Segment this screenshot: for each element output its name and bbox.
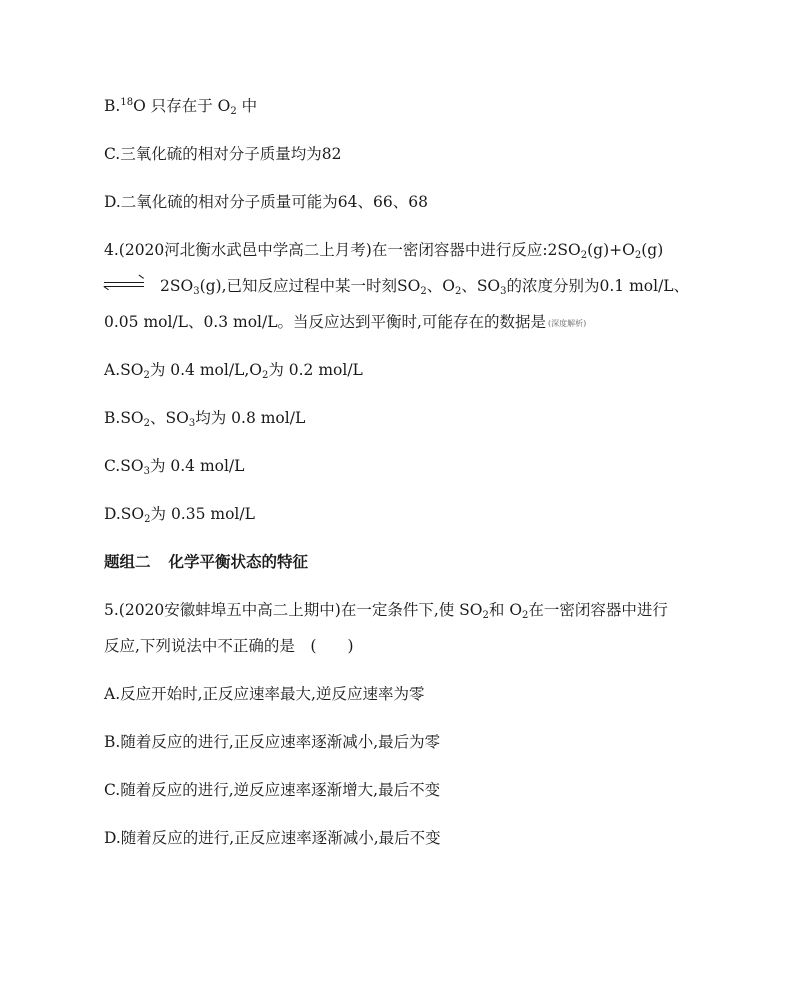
option-3b: B.$^{18}$O 只存在于 $O_2$ 中 — [104, 97, 258, 117]
depth-analysis-tag: (深度解析) — [547, 319, 587, 328]
option-4d: $D.SO_2$为 0.35 mol/L — [104, 505, 255, 525]
question-4-line3: 0.05 mol/L、0.3 mol/L。当反应达到平衡时,可能存在的数据是 (深度解析) — [104, 313, 587, 331]
option-5c: C.随着反应的进行,逆反应速率逐渐增大,最后不变 — [104, 781, 441, 799]
section-heading-group2: 题组二 化学平衡状态的特征 — [104, 553, 309, 571]
option-5a: A.反应开始时,正反应速率最大,逆反应速率为零 — [104, 685, 425, 703]
option-4c: $C.SO_3$为 0.4 mol/L — [104, 457, 245, 477]
question-4-line1: 4.(2020河北衡水武邑中学高二上月考)在一密闭容器中进行反应$:2SO_2(g)+O_2(g)$ — [104, 241, 664, 261]
question-5-line1: 5.(2020安徽蚌埠五中高二上期中)在一定条件下,使 $SO_2$和 $O_2$在一密闭容器中进行 — [104, 601, 668, 621]
question-4-line2: $2SO_3(g)$,已知反应过程中某一时刻$SO_2$、$O_2$、$SO_3$的浓度分别为0.1 mol/L、 — [104, 275, 689, 297]
option-5b: B.随着反应的进行,正反应速率逐渐减小,最后为零 — [104, 733, 441, 751]
question-5-line2: 反应,下列说法中不正确的是 ( ) — [104, 637, 354, 655]
option-4b: $B.SO_2$、$SO_3$均为 0.8 mol/L — [104, 409, 306, 429]
equilibrium-arrow-icon — [104, 280, 144, 290]
option-4a: $A.SO_2$为 0.4 mol/$L,O_2$为 0.2 mol/L — [104, 361, 363, 381]
option-5d: D.随着反应的进行,正反应速率逐渐减小,最后不变 — [104, 829, 441, 847]
option-3c: C.三氧化硫的相对分子质量均为82 — [104, 145, 342, 163]
option-3d: D.二氧化硫的相对分子质量可能为64、66、68 — [104, 193, 428, 211]
